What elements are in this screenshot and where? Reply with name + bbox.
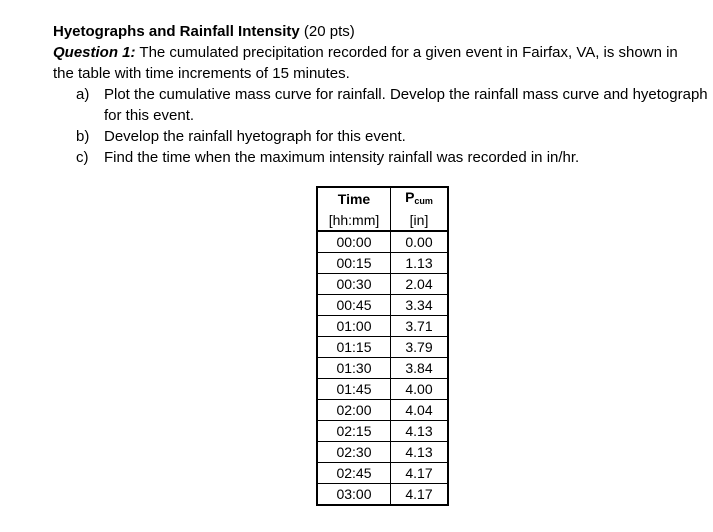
table-row bbox=[317, 400, 448, 421]
pcum-cell: 2.04 bbox=[391, 274, 449, 295]
pcum-cell: 3.34 bbox=[391, 295, 449, 316]
time-cell: 00:45 bbox=[317, 295, 391, 316]
time-cell: 01:00 bbox=[317, 316, 391, 337]
table-row bbox=[317, 253, 448, 274]
pcum-header-sub: cum bbox=[414, 196, 433, 206]
pcum-cell: 4.00 bbox=[391, 379, 449, 400]
part-marker: b) bbox=[76, 128, 90, 145]
question-part-b bbox=[53, 126, 713, 147]
time-cell: 01:30 bbox=[317, 358, 391, 379]
table-row bbox=[317, 337, 448, 358]
table-units-row bbox=[317, 211, 448, 231]
time-cell: 02:15 bbox=[317, 421, 391, 442]
time-cell: 03:00 bbox=[317, 484, 391, 506]
table-row bbox=[317, 316, 448, 337]
table-header-row bbox=[317, 187, 448, 211]
pcum-header-main: P bbox=[405, 189, 415, 205]
precipitation-table bbox=[316, 186, 449, 506]
question-label: Question 1: bbox=[53, 44, 136, 61]
table-row bbox=[317, 463, 448, 484]
pcum-cell: 4.17 bbox=[391, 484, 449, 506]
pcum-cell: 3.71 bbox=[391, 316, 449, 337]
table-row bbox=[317, 421, 448, 442]
pcum-cell: 4.17 bbox=[391, 463, 449, 484]
pcum-cell: 4.13 bbox=[391, 442, 449, 463]
table-row bbox=[317, 442, 448, 463]
question-part-a bbox=[53, 84, 713, 126]
pcum-cell: 0.00 bbox=[391, 231, 449, 253]
part-text: Plot the cumulative mass curve for rainfall. Develop the rainfall mass curve and hyetograph for this event. bbox=[104, 86, 708, 124]
table-row bbox=[317, 295, 448, 316]
table-body bbox=[317, 231, 448, 505]
time-cell: 00:15 bbox=[317, 253, 391, 274]
time-column-header: Time bbox=[317, 187, 391, 211]
question-part-c bbox=[53, 147, 713, 168]
pcum-cell: 3.79 bbox=[391, 337, 449, 358]
time-cell: 02:00 bbox=[317, 400, 391, 421]
part-marker: c) bbox=[76, 149, 89, 166]
time-cell: 00:30 bbox=[317, 274, 391, 295]
pcum-column-header bbox=[391, 187, 449, 211]
part-text: Find the time when the maximum intensity rainfall was recorded in in/hr. bbox=[104, 149, 580, 166]
part-marker: a) bbox=[76, 86, 90, 103]
pcum-units: [in] bbox=[391, 211, 449, 231]
table-row bbox=[317, 484, 448, 506]
pcum-cell: 4.13 bbox=[391, 421, 449, 442]
heading-title: Hyetographs and Rainfall Intensity bbox=[53, 23, 300, 40]
time-cell: 01:45 bbox=[317, 379, 391, 400]
table-row bbox=[317, 358, 448, 379]
question-parts-list bbox=[53, 84, 713, 168]
table-row bbox=[317, 379, 448, 400]
question-text-line1: The cumulated precipitation recorded for a given event in Fairfax, VA, is shown in bbox=[139, 44, 678, 61]
pcum-cell: 1.13 bbox=[391, 253, 449, 274]
question-text-line2: the table with time increments of 15 minutes. bbox=[53, 65, 350, 82]
time-cell: 02:45 bbox=[317, 463, 391, 484]
time-cell: 01:15 bbox=[317, 337, 391, 358]
time-cell: 02:30 bbox=[317, 442, 391, 463]
document-body bbox=[53, 21, 713, 168]
pcum-cell: 4.04 bbox=[391, 400, 449, 421]
part-text: Develop the rainfall hyetograph for this event. bbox=[104, 128, 406, 145]
pcum-cell: 3.84 bbox=[391, 358, 449, 379]
time-cell: 00:00 bbox=[317, 231, 391, 253]
section-heading bbox=[53, 21, 713, 42]
table-row bbox=[317, 231, 448, 253]
time-units: [hh:mm] bbox=[317, 211, 391, 231]
table-row bbox=[317, 274, 448, 295]
heading-points: (20 pts) bbox=[303, 23, 355, 40]
question-intro bbox=[53, 42, 713, 63]
